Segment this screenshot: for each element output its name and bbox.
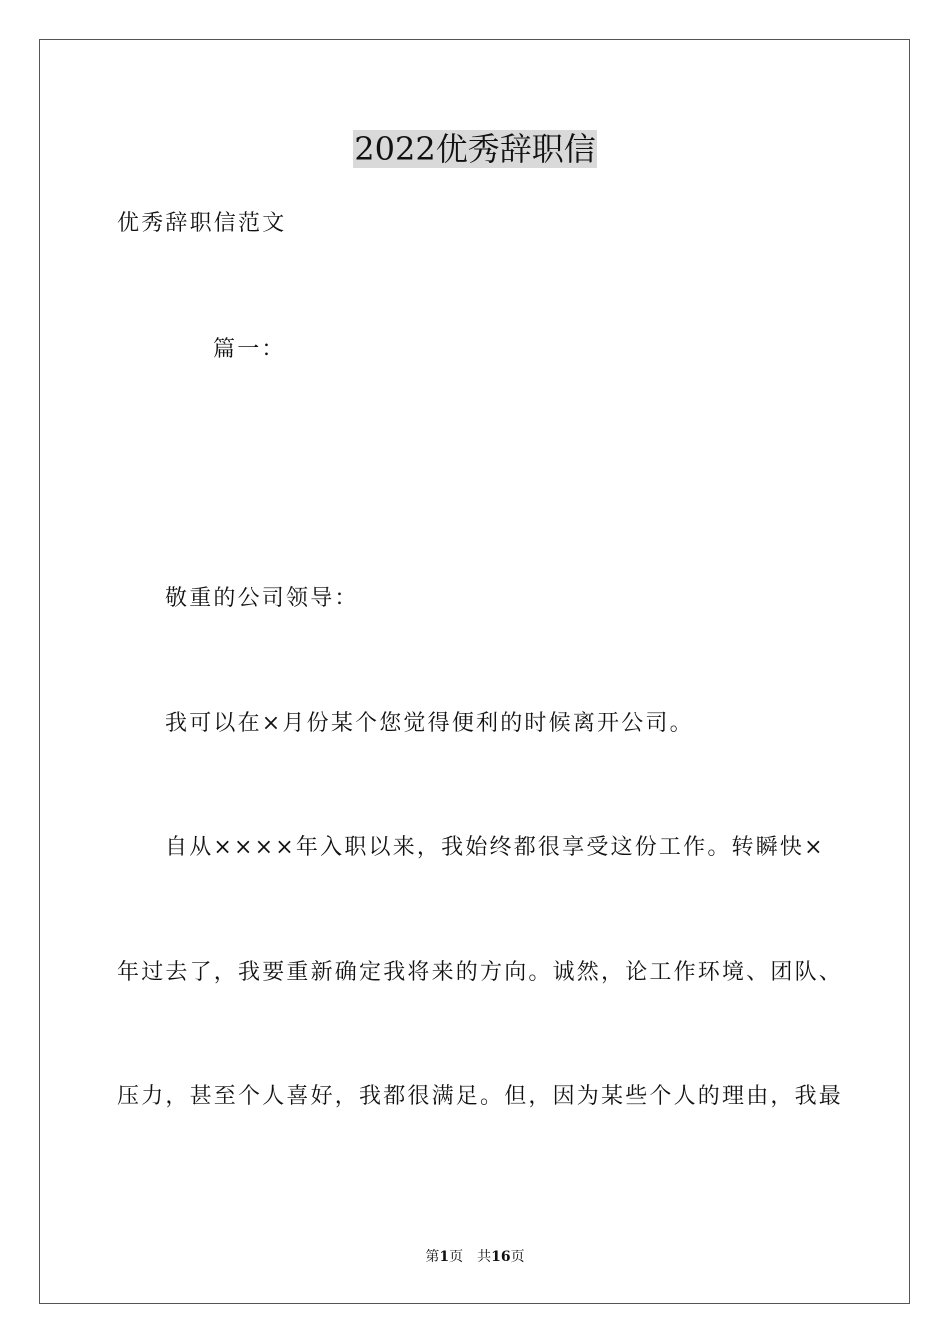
- salutation: 敬重的公司领导：: [165, 586, 359, 611]
- body-line-2: 自从××××年入职以来，我始终都很享受这份工作。转瞬快×: [165, 835, 825, 860]
- body-line-4: 压力，甚至个人喜好，我都很满足。但，因为某些个人的理由，我最: [117, 1084, 844, 1109]
- footer-total-suffix: 页: [510, 1249, 525, 1265]
- body-line-3: 年过去了，我要重新确定我将来的方向。诚然，论工作环境、团队、: [117, 960, 844, 985]
- footer-total-prefix: 共: [477, 1249, 492, 1265]
- document-title: [0, 128, 950, 170]
- document-subtitle: 优秀辞职信范文: [117, 211, 287, 236]
- footer-page-suffix: 页: [449, 1249, 464, 1265]
- footer-page-prefix: 第: [425, 1249, 440, 1265]
- page-footer: [0, 1247, 950, 1267]
- document-title-text: 2022优秀辞职信: [354, 130, 596, 168]
- body-line-1: 我可以在×月份某个您觉得便利的时候离开公司。: [165, 711, 694, 736]
- footer-total-pages: 16: [491, 1249, 511, 1265]
- footer-page-number: 1: [439, 1249, 450, 1265]
- section-label: 篇一：: [213, 337, 286, 362]
